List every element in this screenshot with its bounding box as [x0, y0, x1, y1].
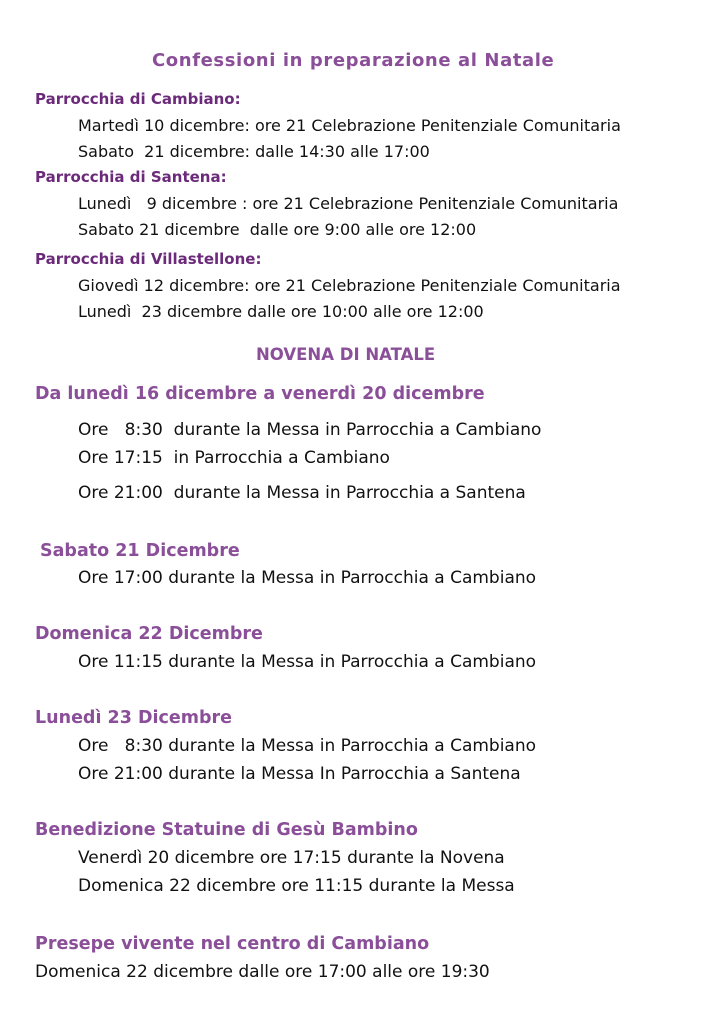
- novena-title: NOVENA DI NATALE: [256, 345, 436, 364]
- nativity-line-1: Domenica 22 dicembre dalle ore 17:00 alle ore 19:30: [35, 962, 490, 982]
- blessing-line-2: Domenica 22 dicembre ore 11:15 durante la Messa: [78, 876, 515, 896]
- villastellone-line-1: Giovedì 12 dicembre: ore 21 Celebrazione Penitenziale Comunitaria: [78, 276, 621, 295]
- novena-domenica-heading: Domenica 22 Dicembre: [35, 624, 263, 644]
- cambiano-line-1: Martedì 10 dicembre: ore 21 Celebrazione Penitenziale Comunitaria: [78, 116, 621, 135]
- blessing-heading: Benedizione Statuine di Gesù Bambino: [35, 820, 418, 840]
- parish-heading-santena: Parrocchia di Santena:: [35, 168, 227, 186]
- nativity-heading: Presepe vivente nel centro di Cambiano: [35, 934, 430, 954]
- cambiano-line-2: Sabato 21 dicembre: dalle 14:30 alle 17:00: [78, 142, 430, 161]
- villastellone-line-2: Lunedì 23 dicembre dalle ore 10:00 alle ore 12:00: [78, 302, 484, 321]
- novena-lunedi-heading: Lunedì 23 Dicembre: [35, 708, 233, 728]
- novena-sabato-line-1: Ore 17:00 durante la Messa in Parrocchia a Cambiano: [78, 568, 537, 588]
- novena-lunedi-line-2: Ore 21:00 durante la Messa In Parrocchia a Santena: [78, 764, 521, 784]
- parish-heading-cambiano: Parrocchia di Cambiano:: [35, 90, 241, 108]
- novena-sabato-heading: Sabato 21 Dicembre: [40, 541, 240, 561]
- novena-domenica-line-1: Ore 11:15 durante la Messa in Parrocchia a Cambiano: [78, 652, 537, 672]
- blessing-line-1: Venerdì 20 dicembre ore 17:15 durante la Novena: [78, 848, 505, 868]
- novena-weekdays-line-2: Ore 17:15 in Parrocchia a Cambiano: [78, 448, 390, 468]
- confessions-title: Confessioni in preparazione al Natale: [152, 50, 555, 71]
- parish-heading-villastellone: Parrocchia di Villastellone:: [35, 250, 262, 268]
- novena-weekdays-line-3: Ore 21:00 durante la Messa in Parrocchia a Santena: [78, 483, 526, 503]
- novena-lunedi-line-1: Ore 8:30 durante la Messa in Parrocchia a Cambiano: [78, 736, 537, 756]
- santena-line-1: Lunedì 9 dicembre : ore 21 Celebrazione Penitenziale Comunitaria: [78, 194, 619, 213]
- novena-weekdays-line-1: Ore 8:30 durante la Messa in Parrocchia a Cambiano: [78, 420, 542, 440]
- santena-line-2: Sabato 21 dicembre dalle ore 9:00 alle ore 12:00: [78, 220, 477, 239]
- novena-weekdays-heading: Da lunedì 16 dicembre a venerdì 20 dicembre: [35, 384, 485, 404]
